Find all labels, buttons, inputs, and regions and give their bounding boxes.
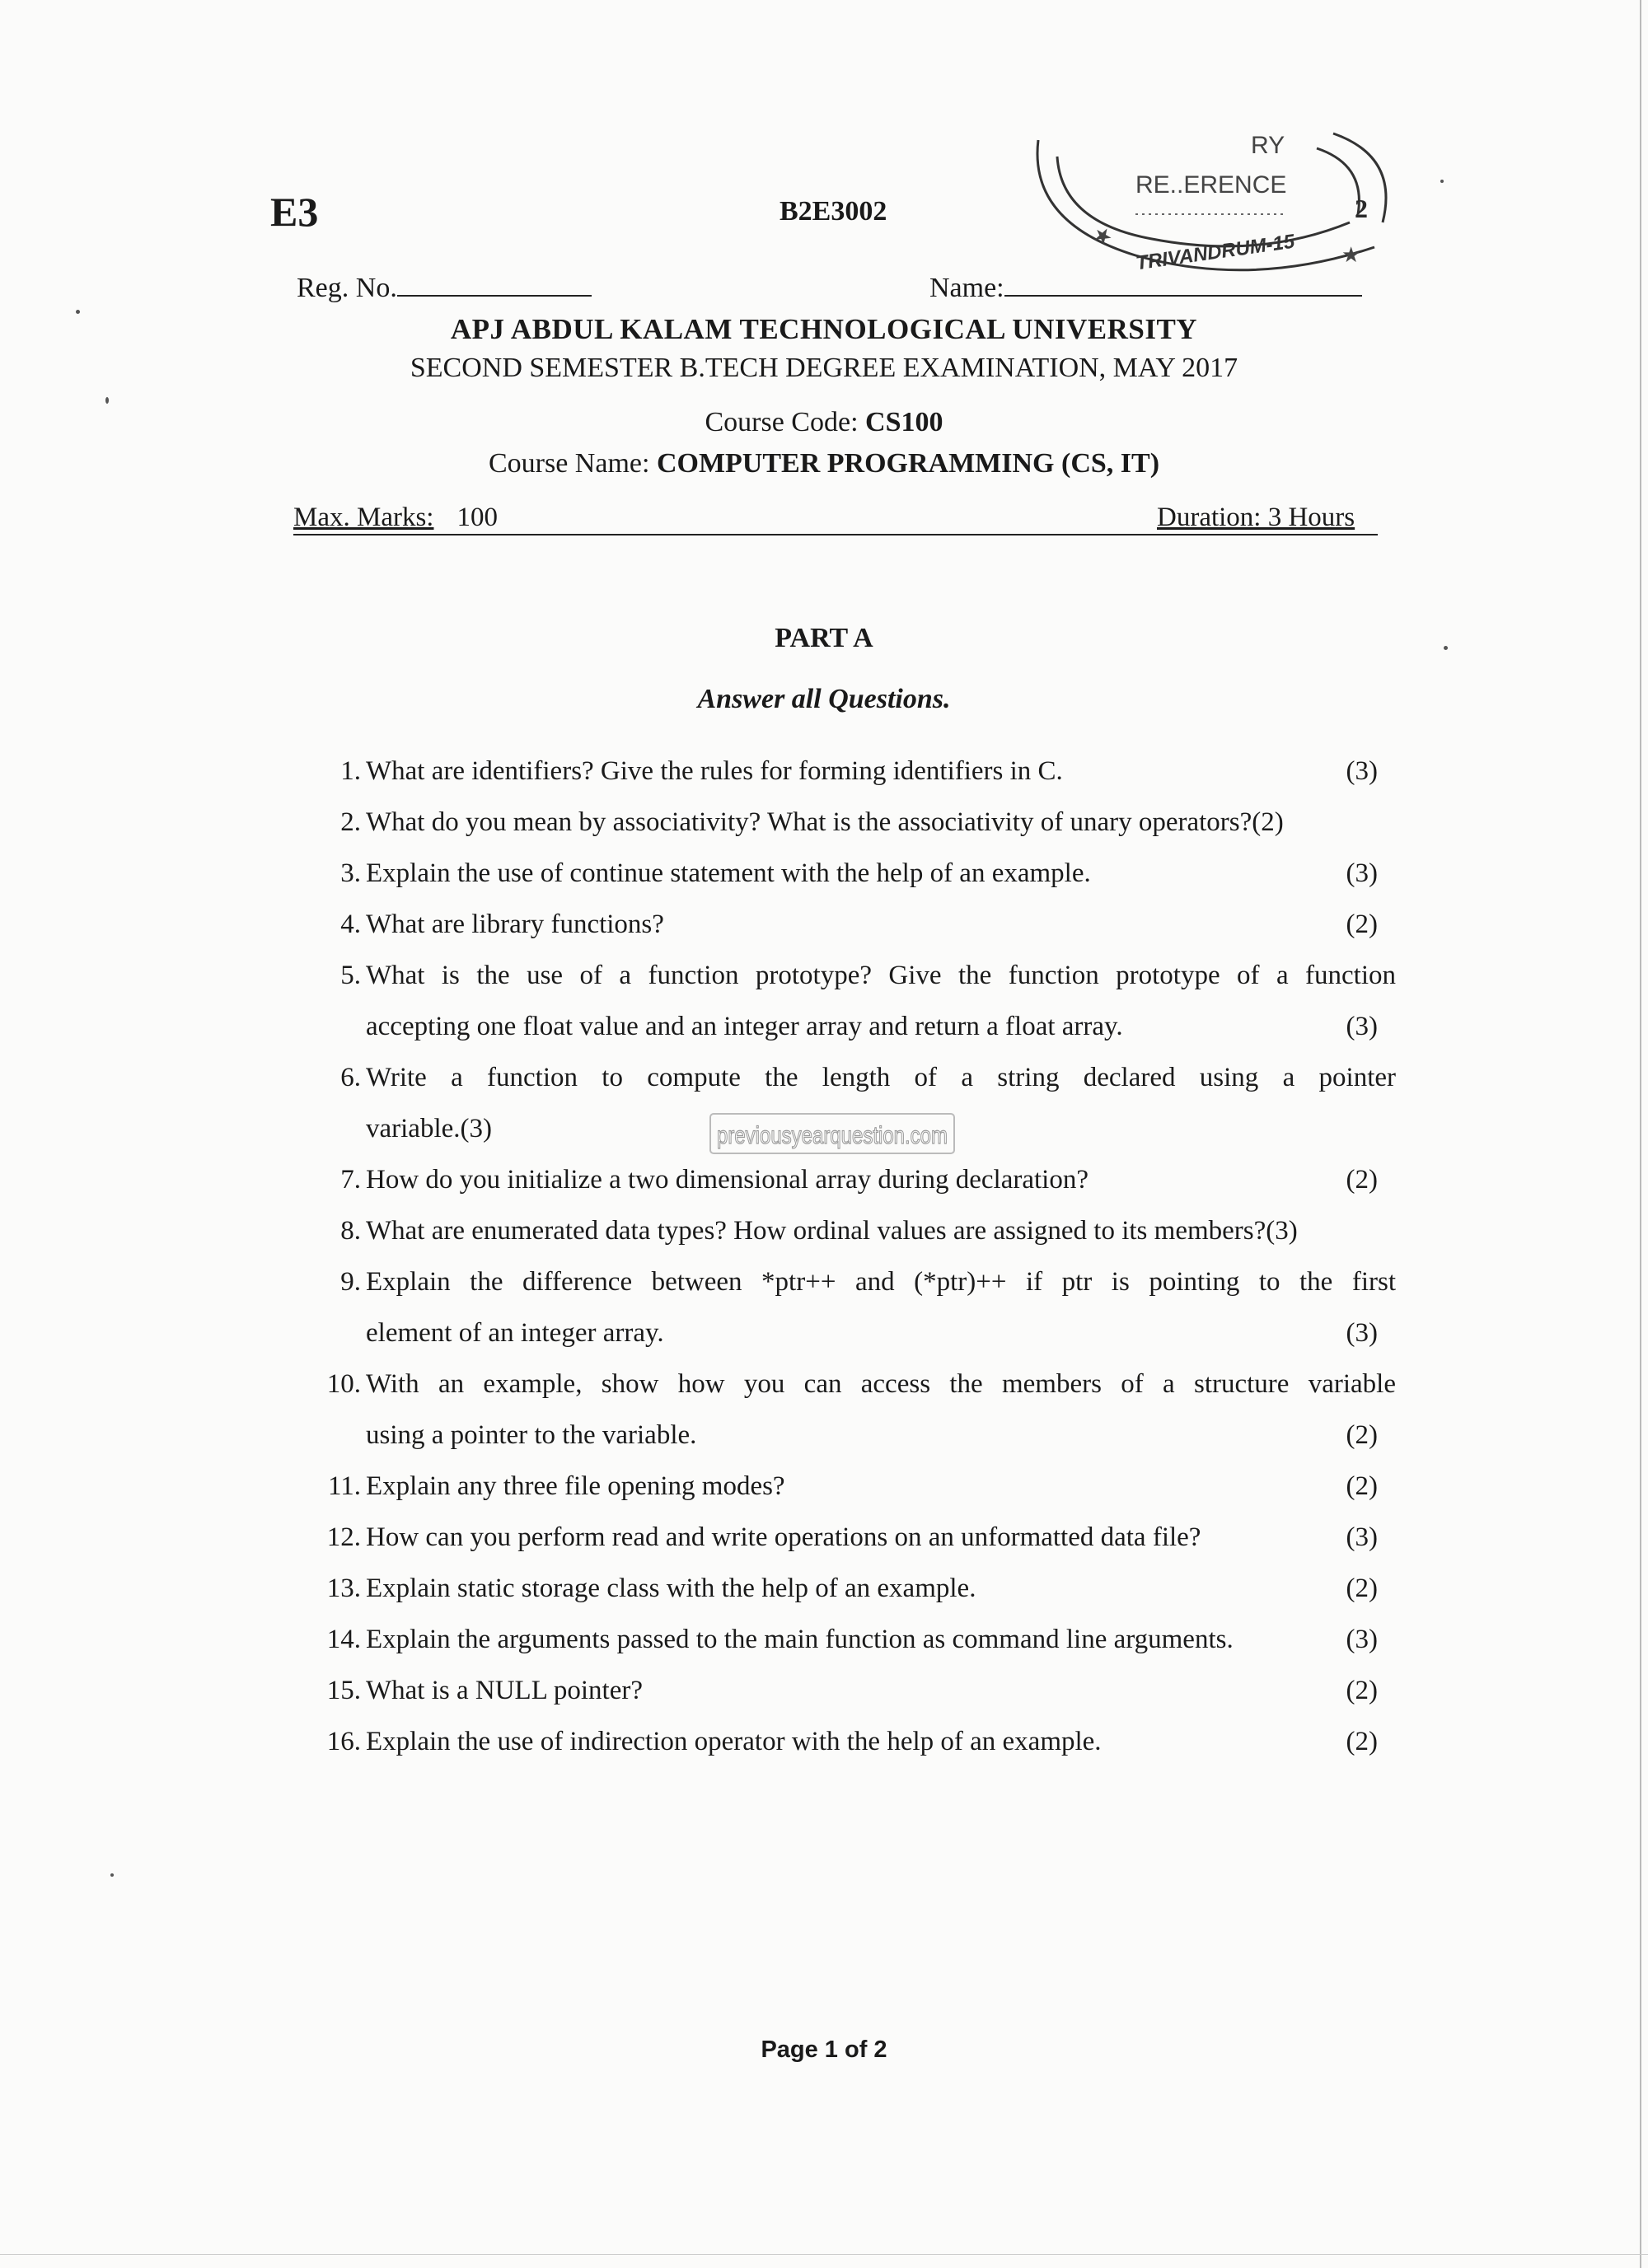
question-marks: (2) bbox=[1346, 1471, 1378, 1501]
question-number: 13. bbox=[326, 1574, 361, 1603]
watermark-text: previousyearquestion.com bbox=[717, 1122, 948, 1149]
question-text-continued: variable.(3) bbox=[366, 1114, 492, 1143]
question-text: Explain the difference between *ptr++ and (*ptr)++ if ptr is pointing to the first bbox=[366, 1267, 1396, 1297]
max-marks-value: 100 bbox=[456, 503, 498, 532]
stamp-line-1: RY bbox=[1251, 132, 1285, 159]
header-rule bbox=[293, 534, 1378, 535]
question-marks: (3) bbox=[1346, 858, 1378, 888]
question-item bbox=[316, 1716, 1396, 1767]
university-title: APJ ABDUL KALAM TECHNOLOGICAL UNIVERSITY bbox=[450, 313, 1198, 345]
stamp-line-2: RE..ERENCE bbox=[1135, 171, 1287, 199]
question-number: 6. bbox=[340, 1063, 361, 1092]
scan-speck bbox=[1444, 646, 1448, 650]
question-item-continued bbox=[316, 1307, 1396, 1358]
question-item bbox=[316, 1358, 1396, 1410]
watermark-logo bbox=[709, 1111, 956, 1157]
question-text: Write a function to compute the length of a string declared using a pointer bbox=[366, 1063, 1396, 1092]
reg-no-blank bbox=[397, 272, 592, 297]
course-name-label: Course Name: bbox=[488, 448, 657, 479]
question-text-continued: accepting one float value and an integer array and return a float array. bbox=[366, 1012, 1123, 1041]
question-text: Explain any three file opening modes? bbox=[366, 1471, 785, 1501]
question-item-continued bbox=[316, 1001, 1396, 1052]
question-item bbox=[316, 1614, 1396, 1665]
question-text: Explain the arguments passed to the main function as command line arguments. bbox=[366, 1625, 1234, 1654]
question-item bbox=[316, 1563, 1396, 1614]
reg-no-field bbox=[297, 272, 592, 304]
name-blank bbox=[1004, 272, 1362, 297]
question-marks: (3) bbox=[1346, 1625, 1378, 1654]
question-item bbox=[316, 797, 1396, 848]
name-label: Name: bbox=[929, 273, 1004, 303]
stamp-suffix: 2 bbox=[1355, 194, 1368, 223]
question-marks: (3) bbox=[1346, 756, 1378, 786]
svg-text:★: ★ bbox=[1089, 221, 1117, 251]
scan-speck bbox=[76, 310, 80, 314]
question-list bbox=[316, 746, 1396, 1767]
question-text-continued: element of an integer array. bbox=[366, 1318, 664, 1348]
question-marks: (3) bbox=[1346, 1318, 1378, 1348]
question-number: 3. bbox=[340, 858, 361, 888]
question-number: 12. bbox=[326, 1522, 361, 1552]
question-number: 5. bbox=[340, 961, 361, 990]
question-marks: (3) bbox=[1346, 1012, 1378, 1041]
question-item bbox=[316, 1205, 1396, 1256]
question-text: What is a NULL pointer? bbox=[366, 1676, 643, 1705]
max-marks bbox=[293, 503, 498, 533]
question-number: 14. bbox=[326, 1625, 361, 1654]
course-name bbox=[0, 448, 1648, 479]
question-item bbox=[316, 950, 1396, 1001]
library-stamp bbox=[1012, 124, 1399, 278]
question-number: 10. bbox=[326, 1369, 361, 1399]
paper-code: B2E3002 bbox=[780, 196, 887, 227]
question-marks: (3) bbox=[1346, 1522, 1378, 1552]
question-text: How do you initialize a two dimensional array during declaration? bbox=[366, 1165, 1089, 1195]
question-number: 15. bbox=[326, 1676, 361, 1705]
question-marks: (2) bbox=[1346, 1574, 1378, 1603]
course-code bbox=[0, 407, 1648, 438]
question-number: 7. bbox=[340, 1165, 361, 1195]
question-marks: (2) bbox=[1346, 1676, 1378, 1705]
question-item bbox=[316, 848, 1396, 899]
question-item bbox=[316, 1665, 1396, 1716]
question-item bbox=[316, 1256, 1396, 1307]
question-item bbox=[316, 1512, 1396, 1563]
name-field bbox=[929, 272, 1362, 304]
question-marks: (2) bbox=[1346, 910, 1378, 939]
part-instruction: Answer all Questions. bbox=[697, 684, 951, 714]
question-text: Explain the use of indirection operator with the help of an example. bbox=[366, 1727, 1102, 1756]
question-marks: (2) bbox=[1346, 1420, 1378, 1450]
scan-speck bbox=[110, 1873, 114, 1877]
stamp-arc-text: TRIVANDRUM-15 bbox=[1134, 230, 1296, 275]
question-text: With an example, show how you can access the members of a structure variable bbox=[366, 1369, 1396, 1399]
page-number: Page 1 of 2 bbox=[761, 2037, 887, 2063]
question-item bbox=[316, 746, 1396, 797]
course-name-value: COMPUTER PROGRAMMING (CS, IT) bbox=[656, 448, 1160, 479]
question-text: What is the use of a function prototype? Give the function prototype of a function bbox=[366, 961, 1396, 990]
scan-bottom-edge bbox=[0, 2254, 1648, 2255]
question-number: 8. bbox=[340, 1216, 361, 1246]
scan-speck bbox=[1440, 180, 1444, 183]
question-number: 2. bbox=[340, 807, 361, 837]
question-text: What are library functions? bbox=[366, 910, 664, 939]
question-item bbox=[316, 1052, 1396, 1103]
question-number: 16. bbox=[326, 1727, 361, 1756]
exam-title: SECOND SEMESTER B.TECH DEGREE EXAMINATION, MAY 2017 bbox=[410, 353, 1238, 383]
part-title: PART A bbox=[775, 623, 873, 653]
svg-text:★: ★ bbox=[1341, 243, 1361, 267]
question-text: What are enumerated data types? How ordinal values are assigned to its members?(3) bbox=[366, 1216, 1298, 1246]
reg-no-label: Reg. No. bbox=[297, 273, 397, 303]
question-marks: (2) bbox=[1346, 1165, 1378, 1195]
course-code-value: CS100 bbox=[865, 407, 943, 437]
duration: Duration: 3 Hours bbox=[1157, 503, 1355, 532]
question-item bbox=[316, 1154, 1396, 1205]
question-text: How can you perform read and write operations on an unformatted data file? bbox=[366, 1522, 1201, 1552]
question-text: What are identifiers? Give the rules for forming identifiers in C. bbox=[366, 756, 1063, 786]
question-text: Explain static storage class with the help of an example. bbox=[366, 1574, 976, 1603]
question-number: 1. bbox=[340, 756, 361, 786]
question-text: Explain the use of continue statement with the help of an example. bbox=[366, 858, 1091, 888]
question-number: 9. bbox=[340, 1267, 361, 1297]
question-item bbox=[316, 1461, 1396, 1512]
set-code: E3 bbox=[270, 189, 319, 235]
question-item bbox=[316, 899, 1396, 950]
question-number: 11. bbox=[327, 1471, 361, 1501]
scan-speck bbox=[105, 397, 109, 404]
question-text-continued: using a pointer to the variable. bbox=[366, 1420, 697, 1450]
question-number: 4. bbox=[340, 910, 361, 939]
question-text: What do you mean by associativity? What is the associativity of unary operators?(2) bbox=[366, 807, 1284, 837]
course-code-label: Course Code: bbox=[705, 407, 866, 437]
max-marks-label: Max. Marks: bbox=[293, 503, 434, 532]
question-item-continued bbox=[316, 1410, 1396, 1461]
scan-edge bbox=[1640, 0, 1641, 2268]
question-marks: (2) bbox=[1346, 1727, 1378, 1756]
